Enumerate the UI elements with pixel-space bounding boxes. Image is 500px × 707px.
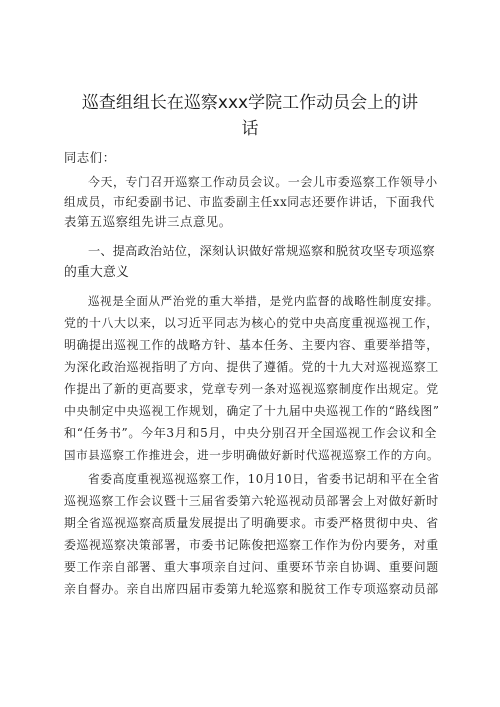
paragraph-2-line-4: 为深化政治巡视指明了方向、提供了遵循。党的十九大对巡视巡察工 (64, 360, 439, 374)
section-heading-line-1: 一、提高政治站位，深刻认识做好常规巡察和脱贫攻坚专项巡察 (88, 244, 435, 258)
salutation: 同志们： (64, 151, 116, 165)
paragraph-2-line-3: 明确提出巡视工作的战略方针、基本任务、主要内容、重要举措等， (64, 338, 439, 352)
paragraph-3-line-3: 期全省巡视巡察高质量发展提出了明确要求。市委严格贯彻中央、省 (64, 516, 439, 530)
paragraph-2-line-7: 和“任务书”。今年3月和5月，中央分别召开全国巡视工作会议和全 (64, 426, 437, 440)
paragraph-3-line-5: 要工作亲自部署、重大事项亲自过问、重要环节亲自协调、重要问题 (64, 560, 439, 574)
paragraph-2-line-2: 党的十八大以来，以习近平同志为核心的党中央高度重视巡视工作， (64, 316, 439, 330)
paragraph-1-line-3: 表第五巡察组先讲三点意见。 (64, 215, 232, 229)
paragraph-2-line-1: 巡视是全面从严治党的重大举措，是党内监督的战略性制度安排。 (88, 294, 439, 308)
paragraph-3-line-4: 委巡视巡察决策部署，市委书记陈俊把巡察工作作为份内要务，对重 (64, 538, 439, 552)
document-title-line-1: 巡查组组长在巡察xxx学院工作动员会上的讲 (81, 93, 419, 113)
document-title-line-2: 话 (241, 119, 259, 139)
section-heading-line-2: 的重大意义 (64, 265, 129, 280)
paragraph-1-line-1: 今天，专门召开巡察工作动员会议。一会儿市委巡察工作领导小 (88, 175, 438, 189)
paragraph-1-line-2: 组成员，市纪委副书记、市监委副主任xx同志还要作讲话，下面我代 (64, 195, 435, 209)
paragraph-2-line-5: 作提出了新的更高要求，党章专列一条对巡视巡察制度作出规定。党 (64, 382, 439, 396)
paragraph-3-line-2: 巡视巡察工作会议暨十三届省委第六轮巡视动员部署会上对做好新时 (64, 494, 439, 508)
paragraph-2-line-8: 国市县巡察工作推进会，进一步明确做好新时代巡视巡察工作的方向。 (64, 448, 440, 462)
paragraph-2-line-6: 中央制定中央巡视工作规划，确定了十九届中央巡视工作的“路线图” (64, 404, 440, 418)
paragraph-3-line-6: 亲自督办。亲自出席四届市委第九轮巡察和脱贫工作专项巡察动员部 (64, 582, 439, 596)
paragraph-3-line-1: 省委高度重视巡视巡察工作，10月10日，省委书记胡和平在全省 (88, 472, 440, 486)
